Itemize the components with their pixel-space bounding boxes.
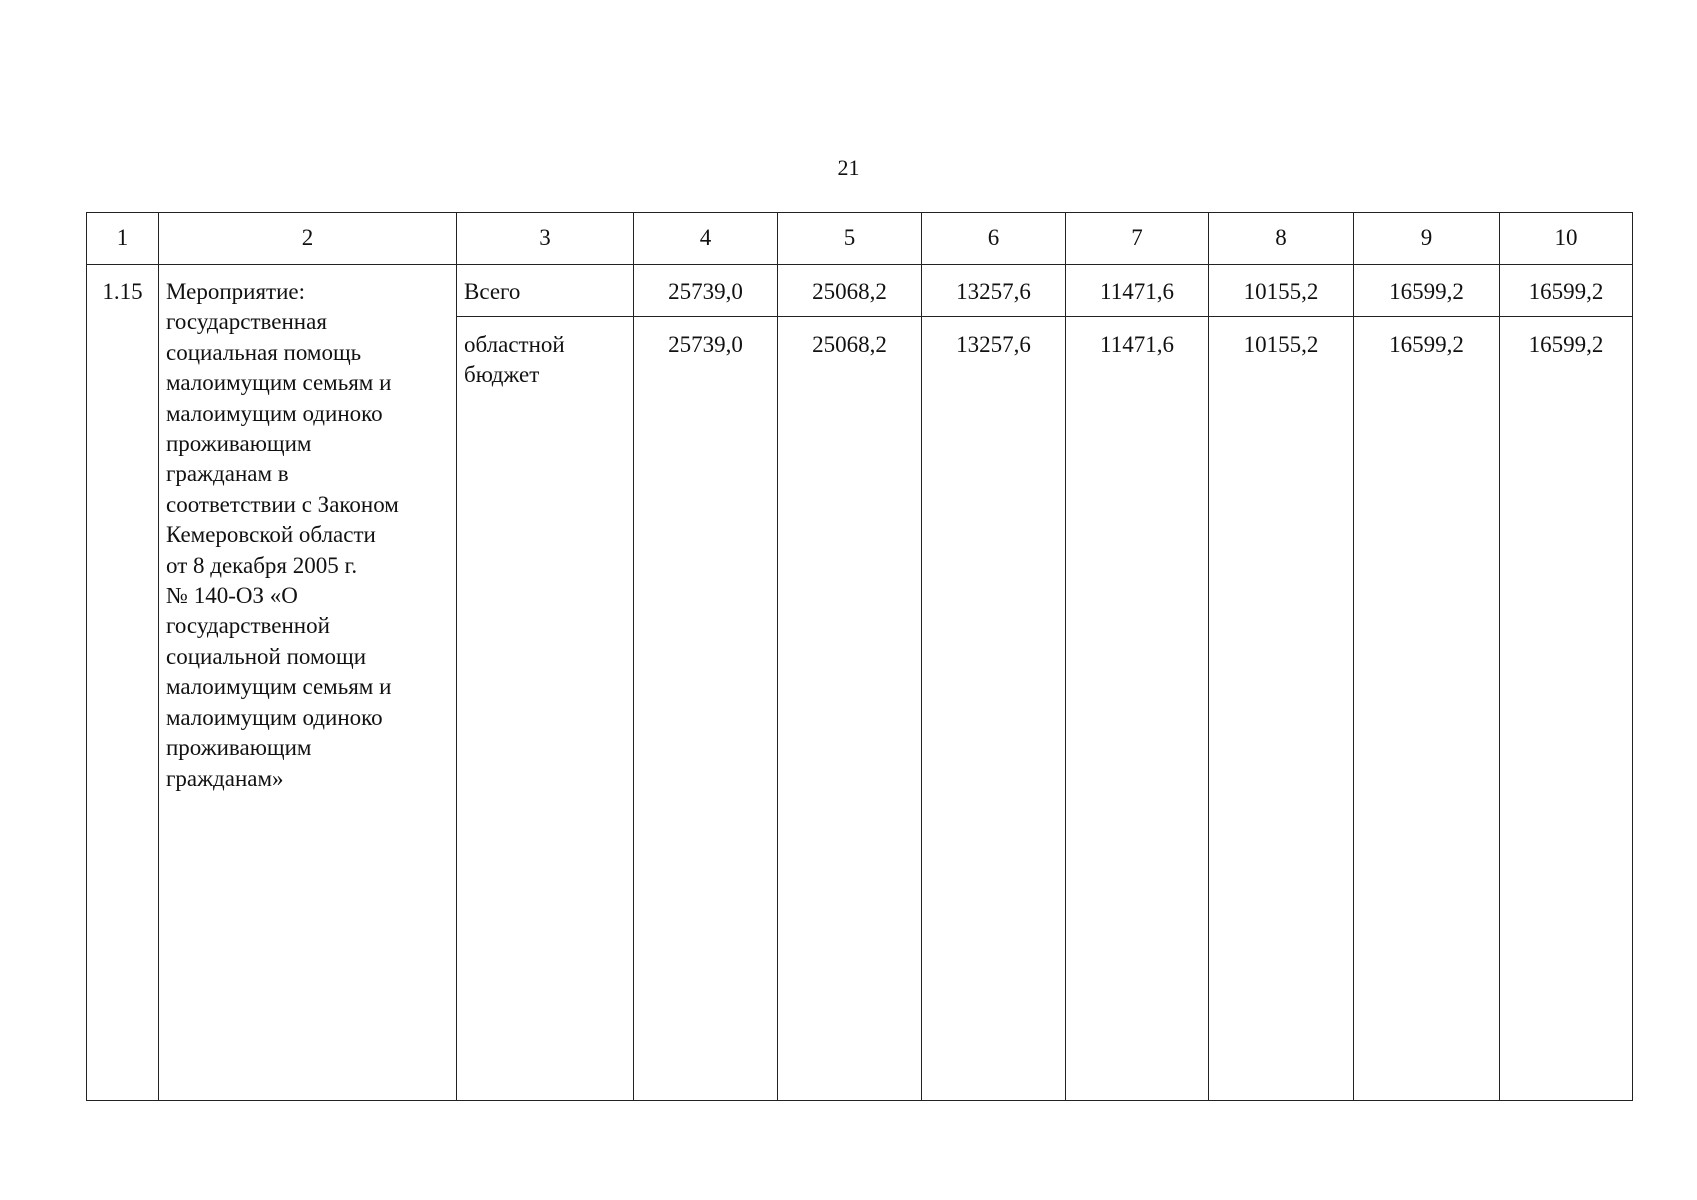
- value-cell: 11471,6: [1066, 265, 1209, 317]
- header-row: [87, 213, 1633, 265]
- header-cell: 1: [87, 213, 159, 265]
- value-cell: 10155,2: [1209, 317, 1354, 1101]
- value-cell: 10155,2: [1209, 265, 1354, 317]
- row-number: 1.15: [87, 265, 159, 1101]
- description-line: проживающим: [166, 735, 312, 761]
- description-line: социальной помощи: [166, 643, 367, 669]
- header-cell: 2: [159, 213, 457, 265]
- value-cell: 16599,2: [1354, 317, 1500, 1101]
- funding-source-total: [457, 265, 634, 317]
- description-line: от 8 декабря 2005 г.: [166, 552, 358, 578]
- description-line: гражданам в: [166, 461, 289, 487]
- description-line: социальная помощь: [166, 339, 362, 365]
- source-label: областной: [464, 332, 565, 357]
- source-label: Всего: [464, 279, 521, 304]
- value-cell: 25739,0: [634, 317, 778, 1101]
- description-line: № 140-ОЗ «О: [166, 583, 298, 609]
- description-line: соответствии с Законом: [166, 491, 399, 517]
- table-row-total: [87, 265, 1633, 317]
- description-line: малоимущим семьям и: [166, 674, 392, 700]
- header-cell: 7: [1066, 213, 1209, 265]
- value-cell: 13257,6: [922, 265, 1066, 317]
- value-cell: 16599,2: [1500, 265, 1633, 317]
- value-cell: 25068,2: [778, 317, 922, 1101]
- value-cell: 25739,0: [634, 265, 778, 317]
- value-cell: 16599,2: [1500, 317, 1633, 1101]
- header-cell: 10: [1500, 213, 1633, 265]
- program-table: [86, 212, 1633, 1101]
- description-line: государственная: [166, 309, 327, 335]
- description-line: малоимущим одиноко: [166, 400, 383, 426]
- value-cell: 16599,2: [1354, 265, 1500, 317]
- activity-description: [159, 265, 457, 1101]
- description-line: гражданам»: [166, 765, 284, 791]
- description-line: малоимущим семьям и: [166, 370, 392, 396]
- value-cell: 11471,6: [1066, 317, 1209, 1101]
- value-cell: 13257,6: [922, 317, 1066, 1101]
- description-line: Мероприятие:: [166, 279, 306, 304]
- header-cell: 8: [1209, 213, 1354, 265]
- value-cell: 25068,2: [778, 265, 922, 317]
- header-cell: 6: [922, 213, 1066, 265]
- header-cell: 5: [778, 213, 922, 265]
- description-line: проживающим: [166, 431, 312, 457]
- page-number: 21: [837, 155, 860, 180]
- description-line: Кемеровской области: [166, 522, 376, 548]
- description-line: государственной: [166, 613, 330, 639]
- description-line: малоимущим одиноко: [166, 704, 383, 730]
- header-cell: 4: [634, 213, 778, 265]
- source-label: бюджет: [464, 362, 540, 388]
- funding-source-regional: [457, 317, 634, 1101]
- header-cell: 3: [457, 213, 634, 265]
- header-cell: 9: [1354, 213, 1500, 265]
